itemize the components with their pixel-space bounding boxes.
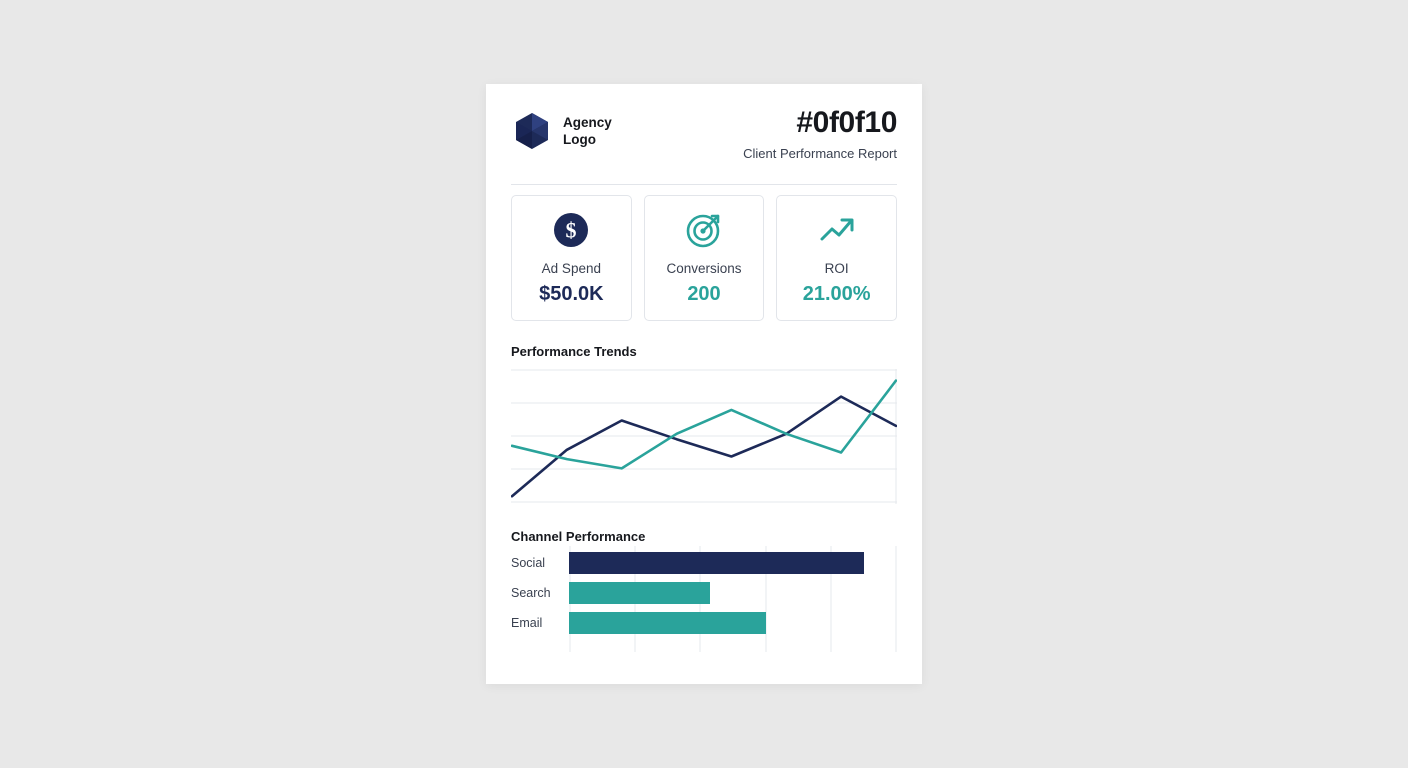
bar-fill-social (569, 552, 864, 574)
brand-name: Agency Logo (563, 115, 612, 147)
report-subtitle: Client Performance Report (743, 146, 897, 161)
kpi-row (511, 195, 897, 321)
bar-label-search: Search (511, 586, 551, 600)
bar-label-social: Social (511, 556, 546, 570)
report-header (486, 84, 922, 184)
section-title-performance-trends: Performance Trends (511, 344, 637, 359)
channel-performance-bar-chart (511, 552, 897, 652)
bar-row-social (511, 552, 897, 574)
line-series-a (512, 397, 896, 497)
kpi-card-roi (776, 195, 897, 321)
bar-row-email (511, 612, 897, 634)
header-divider (511, 184, 897, 185)
bar-fill-email (569, 612, 766, 634)
chart-gridlines (511, 369, 897, 504)
bar-track-email (569, 612, 897, 634)
kpi-label-roi: ROI (824, 261, 849, 276)
section-title-channel-performance: Channel Performance (511, 529, 646, 544)
kpi-value-conversions: 200 (687, 283, 721, 305)
svg-text:$: $ (565, 217, 577, 243)
client-performance-report-card (486, 84, 922, 684)
trending-up-icon (817, 210, 857, 256)
bar-track-social (569, 552, 897, 574)
dollar-circle-icon (551, 210, 591, 256)
kpi-value-roi: 21.00% (802, 283, 871, 305)
bar-row-search (511, 582, 897, 604)
performance-trends-line-chart (511, 369, 897, 504)
line-series-b (512, 381, 896, 469)
bar-track-search (569, 582, 897, 604)
kpi-label-ad-spend: Ad Spend (541, 261, 601, 276)
hexagon-logo-icon (511, 110, 553, 152)
target-icon (684, 210, 724, 256)
kpi-card-conversions (644, 195, 765, 321)
kpi-label-conversions: Conversions (666, 261, 742, 276)
kpi-card-ad-spend (511, 195, 632, 321)
kpi-value-ad-spend: $50.0K (539, 283, 604, 305)
brand-block (511, 110, 625, 152)
bar-fill-search (569, 582, 710, 604)
bar-label-email: Email (511, 616, 543, 630)
report-code: #0f0f10 (796, 106, 897, 139)
